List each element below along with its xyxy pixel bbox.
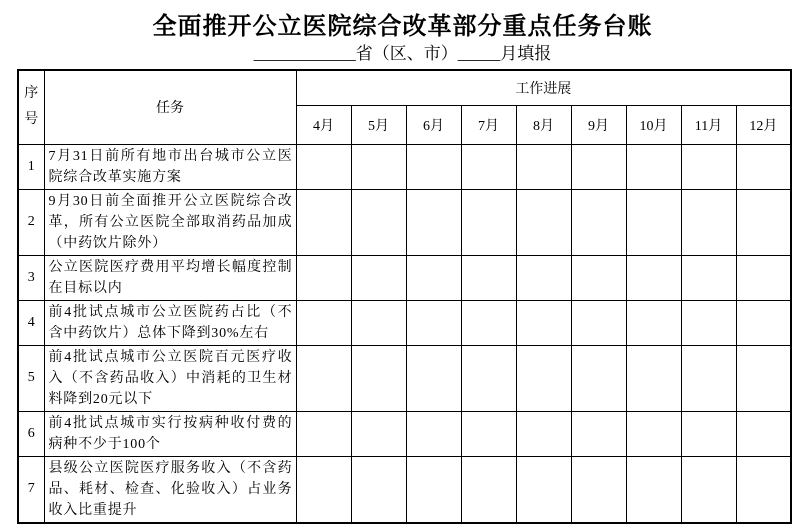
progress-cell <box>516 189 571 255</box>
progress-cell <box>571 255 626 300</box>
page-subtitle: ____________省（区、市）_____月填报 <box>253 44 552 63</box>
progress-cell <box>351 300 406 345</box>
progress-cell <box>516 345 571 411</box>
row-index: 1 <box>18 144 44 189</box>
column-header-month-apr: 4月 <box>296 105 351 144</box>
progress-cell <box>681 255 736 300</box>
progress-cell <box>516 456 571 523</box>
progress-cell <box>736 345 791 411</box>
row-index: 2 <box>18 189 44 255</box>
progress-cell <box>571 345 626 411</box>
page-title: 全面推开公立医院综合改革部分重点任务台账 <box>152 14 653 40</box>
progress-cell <box>351 255 406 300</box>
progress-cell <box>296 300 351 345</box>
column-header-month-aug: 8月 <box>516 105 571 144</box>
progress-cell <box>681 300 736 345</box>
progress-cell <box>736 255 791 300</box>
task-text: 前4批试点城市实行按病种收付费的病种不少于100个 <box>44 411 296 456</box>
progress-cell <box>406 456 461 523</box>
column-header-month-jun: 6月 <box>406 105 461 144</box>
progress-cell <box>626 456 681 523</box>
table-row <box>18 255 791 300</box>
column-header-month-jul: 7月 <box>461 105 516 144</box>
progress-cell <box>516 255 571 300</box>
column-header-index: 序号 <box>18 70 44 144</box>
task-text: 7月31日前所有地市出台城市公立医院综合改革实施方案 <box>44 144 296 189</box>
progress-cell <box>296 345 351 411</box>
column-header-task: 任务 <box>44 70 296 144</box>
progress-cell <box>516 411 571 456</box>
task-text: 前4批试点城市公立医院百元医疗收入（不含药品收入）中消耗的卫生材料降到20元以下 <box>44 345 296 411</box>
progress-cell <box>516 300 571 345</box>
column-header-month-nov: 11月 <box>681 105 736 144</box>
progress-cell <box>461 345 516 411</box>
progress-cell <box>351 411 406 456</box>
column-header-month-may: 5月 <box>351 105 406 144</box>
progress-cell <box>571 411 626 456</box>
progress-cell <box>406 300 461 345</box>
task-text: 公立医院医疗费用平均增长幅度控制在目标以内 <box>44 255 296 300</box>
column-header-month-dec: 12月 <box>736 105 791 144</box>
progress-cell <box>296 411 351 456</box>
progress-cell <box>461 456 516 523</box>
progress-cell <box>296 456 351 523</box>
progress-cell <box>571 144 626 189</box>
progress-cell <box>681 411 736 456</box>
progress-cell <box>461 300 516 345</box>
progress-cell <box>296 144 351 189</box>
progress-cell <box>406 255 461 300</box>
task-ledger-table <box>17 69 792 524</box>
progress-cell <box>296 189 351 255</box>
task-text: 县级公立医院医疗服务收入（不含药品、耗材、检查、化验收入）占业务收入比重提升 <box>44 456 296 523</box>
progress-cell <box>406 189 461 255</box>
table-row <box>18 144 791 189</box>
progress-cell <box>681 144 736 189</box>
column-header-month-sep: 9月 <box>571 105 626 144</box>
progress-cell <box>461 144 516 189</box>
row-index: 4 <box>18 300 44 345</box>
progress-cell <box>516 144 571 189</box>
table-row <box>18 411 791 456</box>
progress-cell <box>351 345 406 411</box>
progress-cell <box>351 189 406 255</box>
progress-cell <box>461 411 516 456</box>
row-index: 3 <box>18 255 44 300</box>
progress-cell <box>681 189 736 255</box>
table-row <box>18 189 791 255</box>
progress-cell <box>681 456 736 523</box>
progress-cell <box>461 189 516 255</box>
progress-cell <box>626 189 681 255</box>
header-row-top <box>18 70 791 105</box>
progress-cell <box>681 345 736 411</box>
progress-cell <box>571 189 626 255</box>
progress-cell <box>571 456 626 523</box>
progress-cell <box>406 411 461 456</box>
progress-cell <box>736 144 791 189</box>
row-index: 6 <box>18 411 44 456</box>
row-index: 7 <box>18 456 44 523</box>
task-text: 9月30日前全面推开公立医院综合改革，所有公立医院全部取消药品加成（中药饮片除外） <box>44 189 296 255</box>
progress-cell <box>736 456 791 523</box>
table-row <box>18 345 791 411</box>
progress-cell <box>626 255 681 300</box>
progress-cell <box>296 255 351 300</box>
column-header-progress: 工作进展 <box>296 70 791 105</box>
progress-cell <box>626 144 681 189</box>
progress-cell <box>571 300 626 345</box>
column-header-month-oct: 10月 <box>626 105 681 144</box>
progress-cell <box>351 456 406 523</box>
progress-cell <box>406 144 461 189</box>
progress-cell <box>736 300 791 345</box>
progress-cell <box>736 411 791 456</box>
progress-cell <box>736 189 791 255</box>
progress-cell <box>351 144 406 189</box>
progress-cell <box>406 345 461 411</box>
progress-cell <box>626 300 681 345</box>
progress-cell <box>461 255 516 300</box>
progress-cell <box>626 345 681 411</box>
row-index: 5 <box>18 345 44 411</box>
table-row <box>18 300 791 345</box>
progress-cell <box>626 411 681 456</box>
table-row <box>18 456 791 523</box>
task-text: 前4批试点城市公立医院药占比（不含中药饮片）总体下降到30%左右 <box>44 300 296 345</box>
